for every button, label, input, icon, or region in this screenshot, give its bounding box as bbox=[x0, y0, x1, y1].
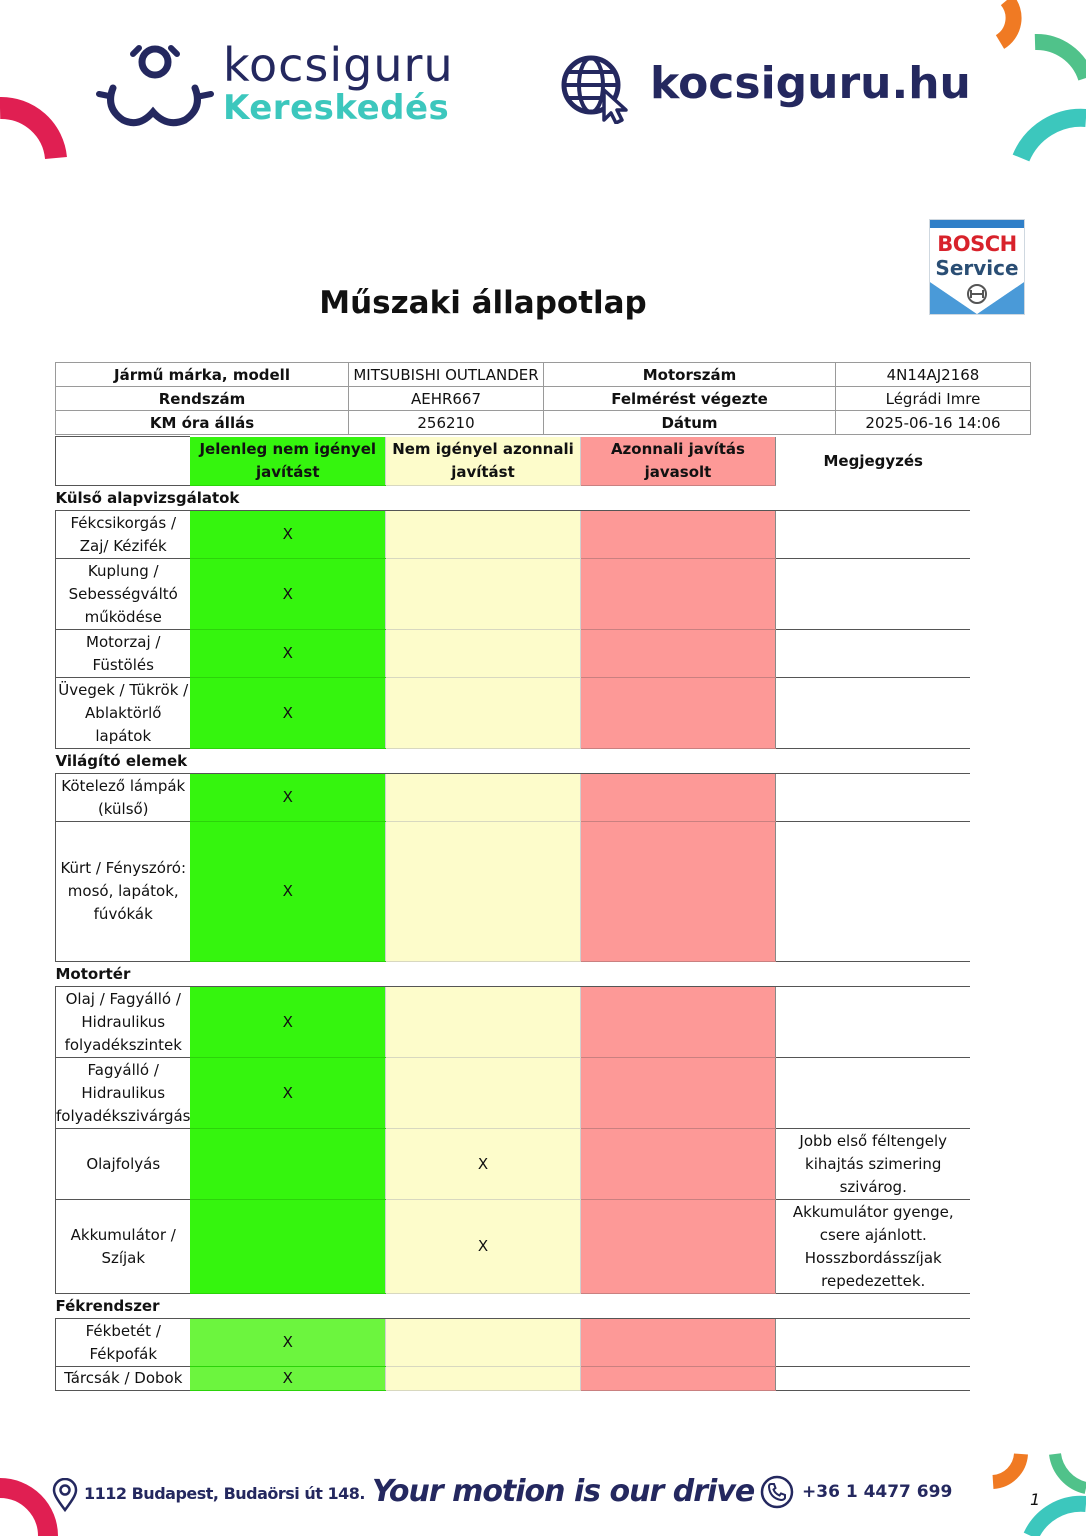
table-row bbox=[56, 511, 971, 559]
item-note: Akkumulátor gyenge, csere ajánlott. Hosszbordásszíjak repedezettek. bbox=[775, 1200, 970, 1294]
table-row bbox=[56, 1058, 971, 1129]
status-red-cell bbox=[580, 774, 775, 822]
table-header-row bbox=[56, 437, 971, 486]
item-name: Olaj / Fagyálló / Hidraulikus folyadékszintek bbox=[56, 987, 191, 1058]
item-note bbox=[775, 1319, 970, 1367]
status-green-cell: X bbox=[190, 1319, 385, 1367]
status-green-cell: X bbox=[190, 822, 385, 962]
website-logo bbox=[560, 52, 971, 124]
status-yellow-cell bbox=[385, 630, 580, 678]
info-value: AEHR667 bbox=[349, 387, 544, 411]
section-title: Motortér bbox=[56, 962, 971, 987]
info-label: Felmérést végezte bbox=[544, 387, 836, 411]
status-green-cell bbox=[190, 1129, 385, 1200]
status-yellow-cell bbox=[385, 1367, 580, 1391]
page-number: 1 bbox=[1030, 1490, 1041, 1509]
info-value: 4N14AJ2168 bbox=[836, 363, 1031, 387]
item-name: Tárcsák / Dobok bbox=[56, 1367, 191, 1391]
status-red-cell bbox=[580, 1319, 775, 1367]
info-label: KM óra állás bbox=[56, 411, 349, 435]
status-red-cell bbox=[580, 511, 775, 559]
table-row bbox=[56, 678, 971, 749]
info-label: Jármű márka, modell bbox=[56, 363, 349, 387]
status-red-cell bbox=[580, 678, 775, 749]
status-green-cell: X bbox=[190, 511, 385, 559]
header-note: Megjegyzés bbox=[775, 437, 970, 486]
status-yellow-cell bbox=[385, 1058, 580, 1129]
status-red-cell bbox=[580, 1058, 775, 1129]
item-name: Fagyálló / Hidraulikus folyadékszivárgás bbox=[56, 1058, 191, 1129]
info-label: Motorszám bbox=[544, 363, 836, 387]
footer-slogan: Your motion is our drive bbox=[372, 1474, 755, 1509]
section-title: Világító elemek bbox=[56, 749, 971, 774]
item-name: Fékbetét / Fékpofák bbox=[56, 1319, 191, 1367]
table-row bbox=[56, 774, 971, 822]
status-red-cell bbox=[580, 987, 775, 1058]
status-yellow-cell bbox=[385, 1319, 580, 1367]
item-note bbox=[775, 511, 970, 559]
item-note bbox=[775, 1058, 970, 1129]
table-row bbox=[56, 630, 971, 678]
status-yellow-cell bbox=[385, 678, 580, 749]
section-title: Fékrendszer bbox=[56, 1294, 971, 1319]
item-name: Kötelező lámpák (külső) bbox=[56, 774, 191, 822]
corner-decoration-bottom-left bbox=[0, 1478, 60, 1536]
status-red-cell bbox=[580, 1367, 775, 1391]
section-row bbox=[56, 749, 971, 774]
status-green-cell: X bbox=[190, 774, 385, 822]
brand-name-top: kocsiguru bbox=[223, 38, 454, 92]
item-note bbox=[775, 822, 970, 962]
item-name: Fékcsikorgás / Zaj/ Kézifék bbox=[56, 511, 191, 559]
table-row bbox=[56, 559, 971, 630]
status-red-cell bbox=[580, 1129, 775, 1200]
info-label: Rendszám bbox=[56, 387, 349, 411]
footer-phone[interactable]: +36 1 4477 699 bbox=[802, 1482, 953, 1502]
item-name: Olajfolyás bbox=[56, 1129, 191, 1200]
status-yellow-cell bbox=[385, 559, 580, 630]
info-value: 256210 bbox=[349, 411, 544, 435]
globe-cursor-icon bbox=[560, 54, 630, 124]
status-yellow-cell: X bbox=[385, 1129, 580, 1200]
section-row bbox=[56, 1294, 971, 1319]
badge-line2: Service bbox=[935, 256, 1019, 280]
item-note bbox=[775, 630, 970, 678]
item-name: Üvegek / Tükrök / Ablaktörlő lapátok bbox=[56, 678, 191, 749]
status-green-cell: X bbox=[190, 1367, 385, 1391]
status-yellow-cell bbox=[385, 987, 580, 1058]
item-name: Akkumulátor / Szíjak bbox=[56, 1200, 191, 1294]
section-row bbox=[56, 962, 971, 987]
item-note bbox=[775, 1367, 970, 1391]
status-red-cell bbox=[580, 559, 775, 630]
status-yellow-cell bbox=[385, 774, 580, 822]
status-green-cell bbox=[190, 1200, 385, 1294]
info-value: MITSUBISHI OUTLANDER bbox=[349, 363, 544, 387]
info-row bbox=[56, 387, 1031, 411]
info-value: 2025-06-16 14:06 bbox=[836, 411, 1031, 435]
info-row bbox=[56, 411, 1031, 435]
status-red-cell bbox=[580, 630, 775, 678]
status-yellow-cell bbox=[385, 822, 580, 962]
corner-decoration-top-right bbox=[975, 0, 1086, 165]
item-name: Kürt / Fényszóró: mosó, lapátok, fúvókák bbox=[56, 822, 191, 962]
info-row bbox=[56, 363, 1031, 387]
item-note bbox=[775, 987, 970, 1058]
item-name: Kuplung / Sebességváltó működése bbox=[56, 559, 191, 630]
item-note bbox=[775, 559, 970, 630]
section-title: Külső alapvizsgálatok bbox=[56, 486, 971, 511]
kocsiguru-mascot-icon bbox=[95, 40, 215, 130]
status-red-cell bbox=[580, 1200, 775, 1294]
header-green: Jelenleg nem igényel javítást bbox=[190, 437, 385, 486]
status-green-cell: X bbox=[190, 987, 385, 1058]
status-yellow-cell bbox=[385, 511, 580, 559]
item-note: Jobb első féltengely kihajtás szimering szivárog. bbox=[775, 1129, 970, 1200]
header-empty-cell bbox=[56, 437, 191, 486]
brand-name-bottom: Kereskedés bbox=[223, 88, 450, 128]
header-yellow: Nem igényel azonnali javítást bbox=[385, 437, 580, 486]
table-row bbox=[56, 1367, 971, 1391]
badge-line1: BOSCH bbox=[937, 232, 1017, 256]
phone-icon bbox=[760, 1475, 794, 1509]
status-green-cell: X bbox=[190, 678, 385, 749]
kocsiguru-logo bbox=[95, 38, 475, 133]
table-row bbox=[56, 987, 971, 1058]
table-row bbox=[56, 1319, 971, 1367]
website-url[interactable]: kocsiguru.hu bbox=[650, 58, 971, 109]
item-note bbox=[775, 774, 970, 822]
corner-decoration-top-left bbox=[0, 80, 70, 170]
status-red-cell bbox=[580, 822, 775, 962]
item-name: Motorzaj / Füstölés bbox=[56, 630, 191, 678]
page-title: Műszaki állapotlap bbox=[319, 285, 647, 321]
vehicle-info-table bbox=[55, 362, 1031, 435]
badge-top-stripe bbox=[930, 220, 1024, 228]
info-value: Légrádi Imre bbox=[836, 387, 1031, 411]
table-row bbox=[56, 1129, 971, 1200]
header-red: Azonnali javítás javasolt bbox=[580, 437, 775, 486]
status-green-cell: X bbox=[190, 1058, 385, 1129]
inspection-table bbox=[55, 436, 970, 1391]
table-row bbox=[56, 822, 971, 962]
section-row bbox=[56, 486, 971, 511]
status-green-cell: X bbox=[190, 630, 385, 678]
location-pin-icon bbox=[52, 1478, 78, 1512]
item-note bbox=[775, 678, 970, 749]
table-row bbox=[56, 1200, 971, 1294]
footer-address: 1112 Budapest, Budaörsi út 148. bbox=[84, 1484, 365, 1503]
info-label: Dátum bbox=[544, 411, 836, 435]
status-yellow-cell: X bbox=[385, 1200, 580, 1294]
status-green-cell: X bbox=[190, 559, 385, 630]
